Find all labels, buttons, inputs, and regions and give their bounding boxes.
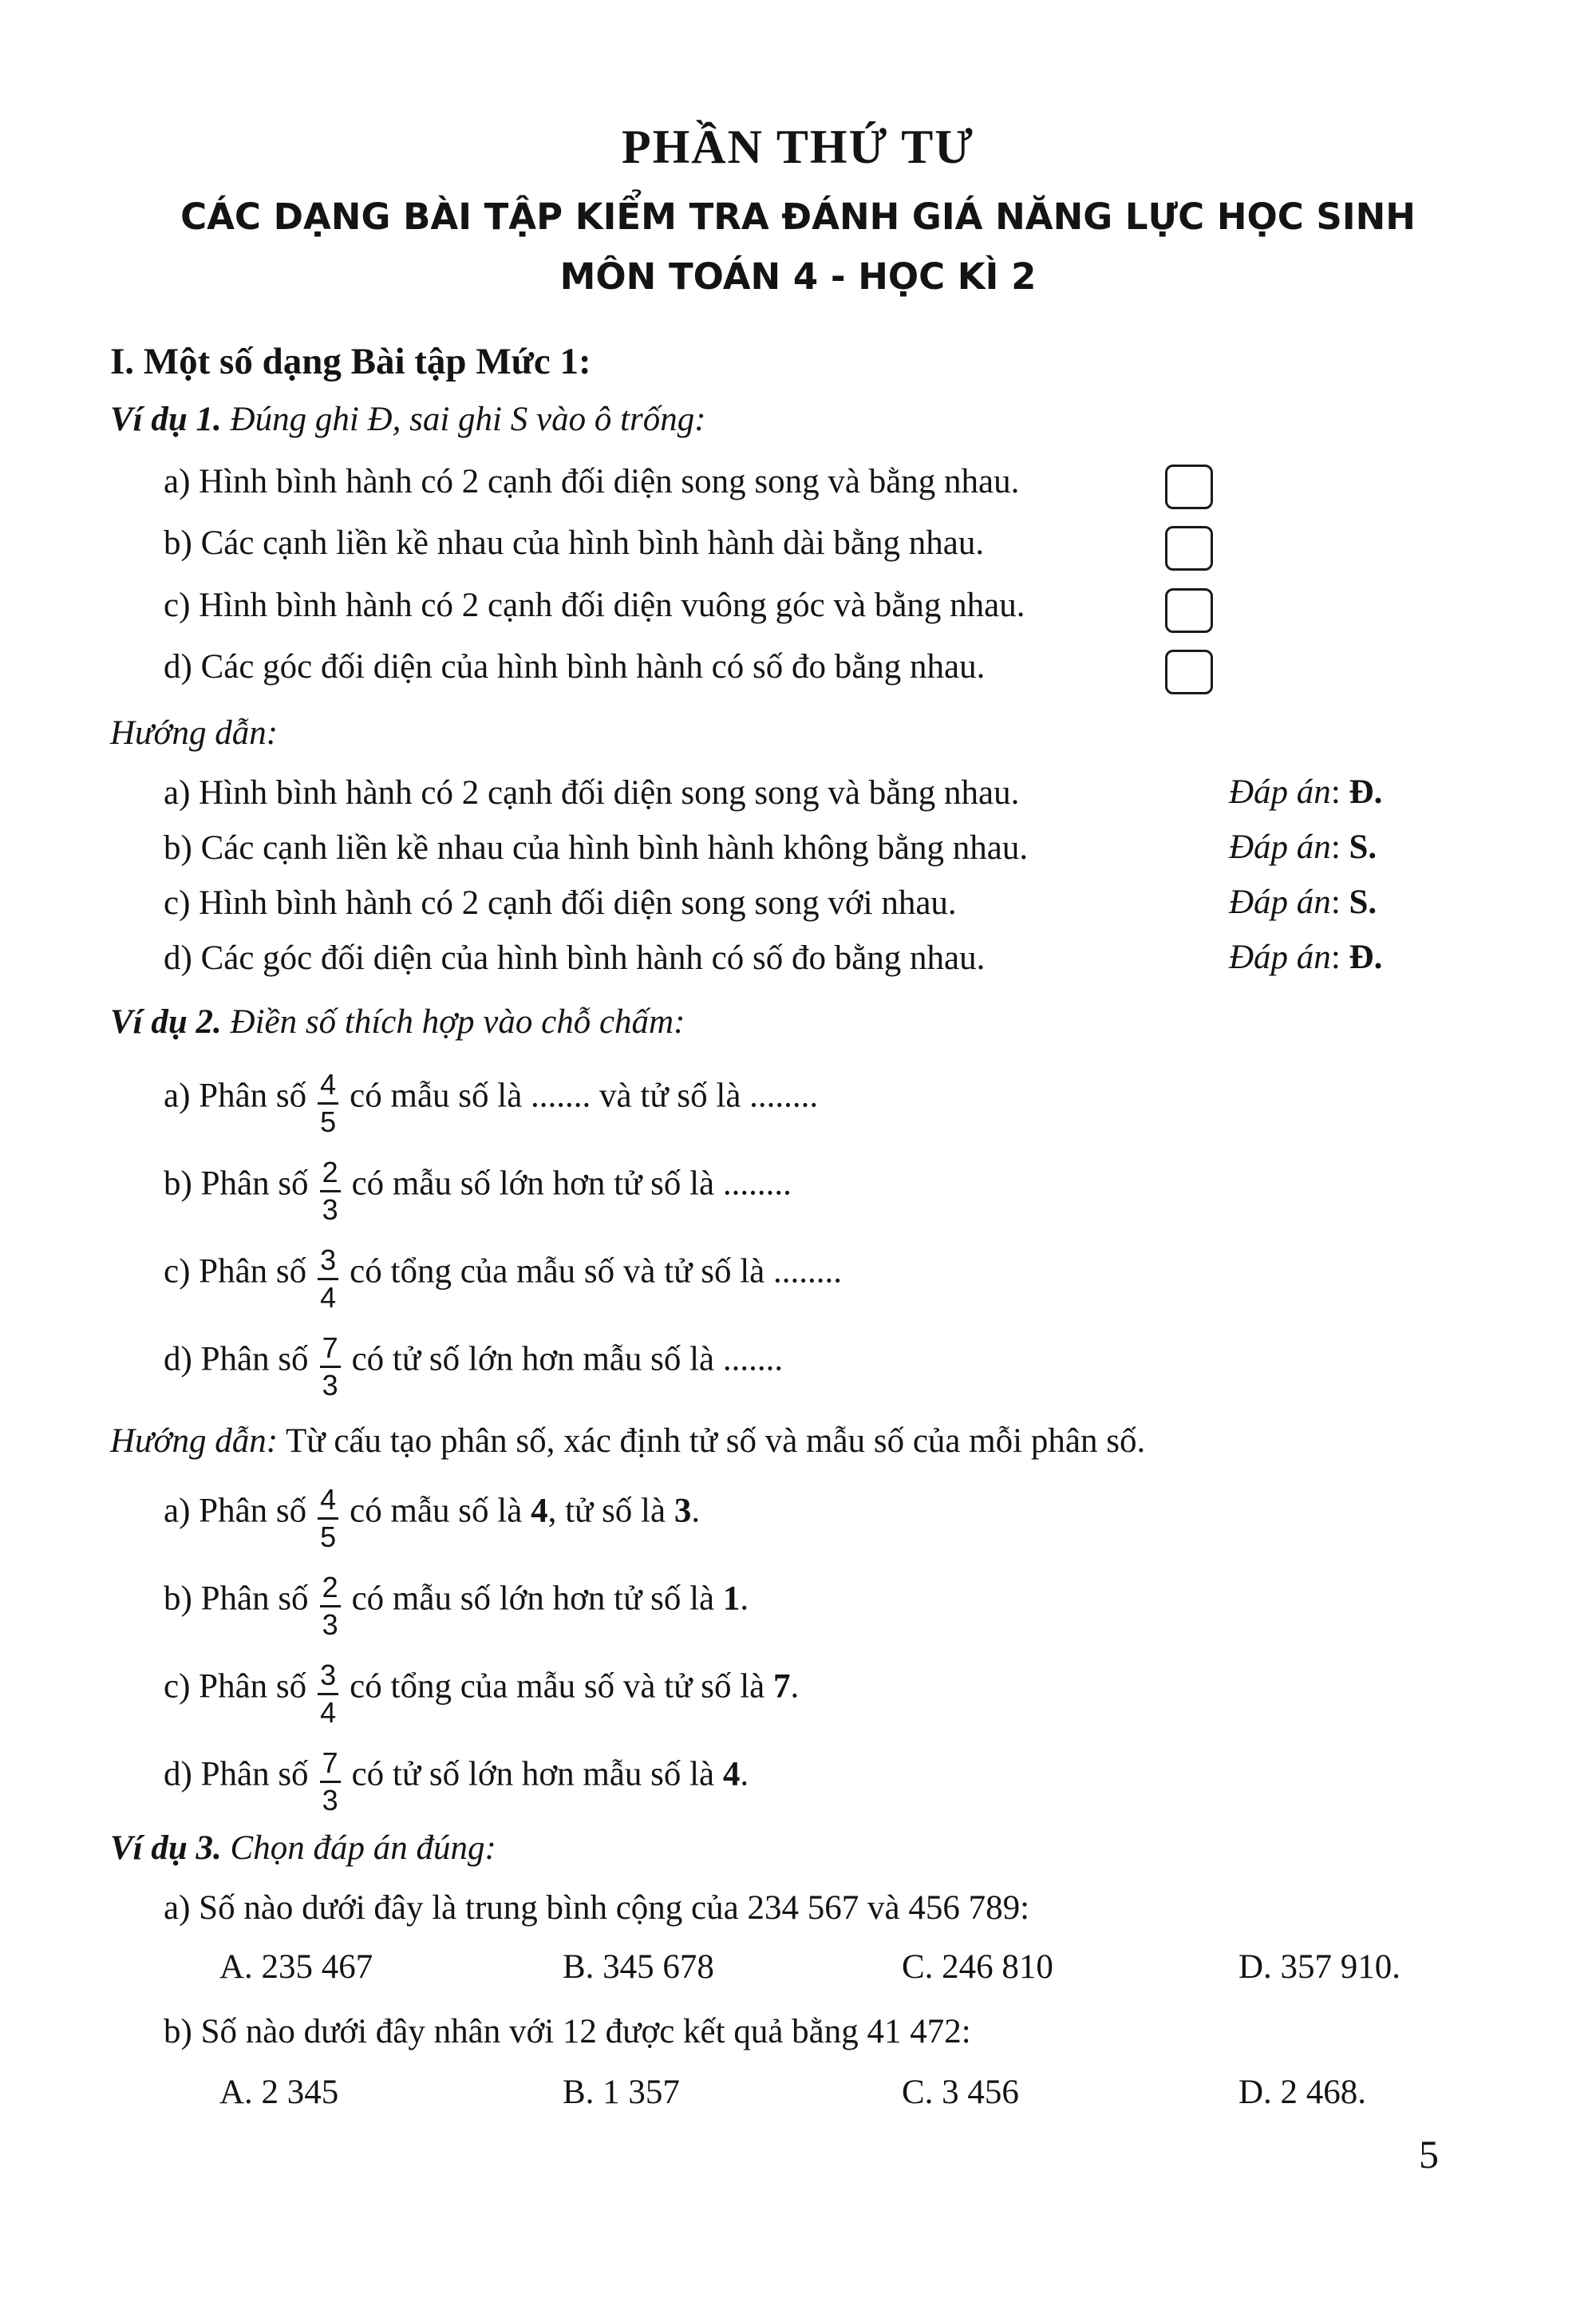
item-text: , tử số là — [547, 1492, 674, 1530]
denominator: 4 — [320, 1281, 337, 1314]
answer-value: 7 — [773, 1667, 791, 1706]
part-title: PHẦN THỨ TƯ — [621, 121, 975, 173]
example2-guide-b — [164, 1568, 749, 1641]
example2-instruction: Điền số thích hợp vào chỗ chấm: — [230, 1003, 685, 1041]
section-title: I. Một số dạng Bài tập Mức 1: — [110, 341, 591, 382]
answer-box-b[interactable] — [1165, 526, 1213, 571]
example3-instruction: Chọn đáp án đúng: — [230, 1829, 496, 1867]
fraction — [318, 1246, 338, 1312]
example2-item-d — [164, 1329, 784, 1402]
answer-label: Đáp án — [1229, 773, 1331, 811]
numerator: 3 — [318, 1246, 338, 1280]
subtitle-line-1: CÁC DẠNG BÀI TẬP KIỂM TRA ĐÁNH GIÁ NĂNG LỰC HỌC SINH — [180, 196, 1416, 238]
example2-item-c — [164, 1241, 842, 1314]
q1-option-c[interactable]: C. 246 810 — [902, 1948, 1053, 1986]
fraction — [320, 1746, 341, 1817]
example3-heading — [110, 1828, 496, 1869]
answer-label: Đáp án — [1229, 939, 1331, 976]
item-text: có mẫu số lớn hơn tử số là — [351, 1580, 723, 1618]
item-prefix: a) Phân số — [164, 1492, 307, 1530]
subtitle-line-2: MÔN TOÁN 4 - HỌC KÌ 2 — [559, 255, 1037, 298]
example2-guide — [110, 1421, 1145, 1462]
example1-answer-d: Đáp án: Đ. — [1229, 939, 1383, 976]
answer-value: 4 — [531, 1492, 548, 1530]
denominator: 3 — [322, 1369, 338, 1402]
example1-item-b: b) Các cạnh liền kề nhau của hình bình hành dài bằng nhau. — [164, 524, 985, 562]
denominator: 4 — [320, 1696, 337, 1729]
example1-guide-a: a) Hình bình hành có 2 cạnh đối diện song song và bằng nhau. — [164, 774, 1020, 812]
example1-heading — [110, 399, 706, 441]
denominator: 5 — [320, 1520, 337, 1553]
answer-value: 4 — [722, 1755, 741, 1793]
denominator: 3 — [322, 1193, 338, 1226]
fraction — [320, 1158, 341, 1224]
fraction — [318, 1070, 338, 1137]
item-prefix: d) Phân số — [164, 1340, 309, 1378]
item-prefix: b) Phân số — [164, 1164, 309, 1203]
example1-guide-b: b) Các cạnh liền kề nhau của hình bình hành không bằng nhau. — [164, 829, 1029, 867]
q1-option-a[interactable]: A. 235 467 — [219, 1948, 373, 1986]
answer-box-c[interactable] — [1165, 588, 1213, 633]
item-prefix: a) Phân số — [164, 1077, 307, 1115]
item-end: . — [790, 1667, 800, 1706]
fraction — [320, 1573, 341, 1639]
item-end: . — [691, 1492, 701, 1530]
numerator: 2 — [320, 1158, 341, 1192]
numerator: 2 — [320, 1573, 341, 1607]
example2-label: Ví dụ 2. — [110, 1003, 222, 1041]
example3-label: Ví dụ 3. — [110, 1829, 222, 1867]
item-prefix: d) Phân số — [164, 1755, 309, 1793]
fraction — [318, 1485, 338, 1552]
item-end: . — [740, 1755, 749, 1793]
numerator: 7 — [320, 1334, 341, 1368]
q1-option-b[interactable]: B. 345 678 — [563, 1948, 714, 1986]
answer-value: Đ. — [1349, 939, 1383, 976]
answer-label: Đáp án — [1229, 884, 1331, 921]
example1-item-d: d) Các góc đối diện của hình bình hành có số đo bằng nhau. — [164, 648, 986, 686]
example3-question-a: a) Số nào dưới đây là trung bình cộng của 234 567 và 456 789: — [164, 1889, 1030, 1927]
q2-option-b[interactable]: B. 1 357 — [563, 2074, 680, 2111]
example2-heading — [110, 1002, 685, 1043]
example2-guide-c — [164, 1656, 800, 1729]
example2-guide-a — [164, 1481, 701, 1553]
fraction — [318, 1661, 338, 1727]
q2-option-a[interactable]: A. 2 345 — [219, 2074, 339, 2111]
item-text: có tử số lớn hơn mẫu số là ....... — [351, 1340, 784, 1378]
item-prefix: c) Phân số — [164, 1667, 307, 1706]
example1-guide-d: d) Các góc đối diện của hình bình hành có số đo bằng nhau. — [164, 939, 986, 977]
item-text: có tổng của mẫu số và tử số là ........ — [350, 1252, 842, 1291]
example1-guide-label: Hướng dẫn: — [110, 714, 279, 752]
answer-label: Đáp án — [1229, 828, 1331, 866]
answer-value: S. — [1349, 828, 1377, 866]
answer-value: S. — [1349, 884, 1377, 921]
denominator: 3 — [322, 1608, 338, 1641]
numerator: 3 — [318, 1661, 338, 1695]
example1-answer-c: Đáp án: S. — [1229, 884, 1377, 921]
example1-answer-b: Đáp án: S. — [1229, 828, 1377, 866]
q2-option-c[interactable]: C. 3 456 — [902, 2074, 1019, 2111]
example2-guide-d — [164, 1744, 749, 1817]
example1-instruction: Đúng ghi Đ, sai ghi S vào ô trống: — [230, 401, 706, 438]
example1-item-a: a) Hình bình hành có 2 cạnh đối diện song song và bằng nhau. — [164, 463, 1020, 500]
item-prefix: c) Phân số — [164, 1252, 307, 1291]
q2-option-d[interactable]: D. 2 468. — [1238, 2074, 1367, 2111]
item-text: có mẫu số là — [350, 1492, 531, 1530]
numerator: 7 — [320, 1749, 341, 1783]
numerator: 4 — [318, 1070, 338, 1105]
item-text: có tử số lớn hơn mẫu số là — [351, 1755, 723, 1793]
example1-label: Ví dụ 1. — [110, 401, 222, 438]
item-text: có tổng của mẫu số và tử số là — [350, 1667, 773, 1706]
guide-text: Từ cấu tạo phân số, xác định tử số và mẫu số của mỗi phân số. — [286, 1422, 1146, 1460]
fraction — [320, 1331, 341, 1402]
item-end: . — [740, 1580, 749, 1618]
page-number: 5 — [1419, 2132, 1439, 2177]
example1-answer-a: Đáp án: Đ. — [1229, 773, 1383, 811]
item-text: có mẫu số lớn hơn tử số là ........ — [351, 1164, 792, 1203]
answer-box-a[interactable] — [1165, 465, 1213, 509]
denominator: 5 — [320, 1105, 337, 1138]
example2-item-b — [164, 1153, 792, 1226]
example1-guide-c: c) Hình bình hành có 2 cạnh đối diện song song với nhau. — [164, 884, 957, 922]
example1-item-c: c) Hình bình hành có 2 cạnh đối diện vuông góc và bằng nhau. — [164, 587, 1025, 624]
example3-question-b: b) Số nào dưới đây nhân với 12 được kết quả bằng 41 472: — [164, 2013, 971, 2050]
answer-value: Đ. — [1349, 773, 1383, 811]
q1-option-d[interactable]: D. 357 910. — [1238, 1948, 1401, 1986]
answer-box-d[interactable] — [1165, 650, 1213, 694]
item-prefix: b) Phân số — [164, 1580, 309, 1618]
numerator: 4 — [318, 1485, 338, 1520]
answer-value: 3 — [674, 1492, 692, 1530]
denominator: 3 — [322, 1784, 338, 1817]
answer-value: 1 — [722, 1580, 741, 1618]
item-text: có mẫu số là ....... và tử số là ........ — [350, 1077, 819, 1115]
guide-label: Hướng dẫn: — [110, 1422, 279, 1460]
example2-item-a — [164, 1066, 819, 1138]
